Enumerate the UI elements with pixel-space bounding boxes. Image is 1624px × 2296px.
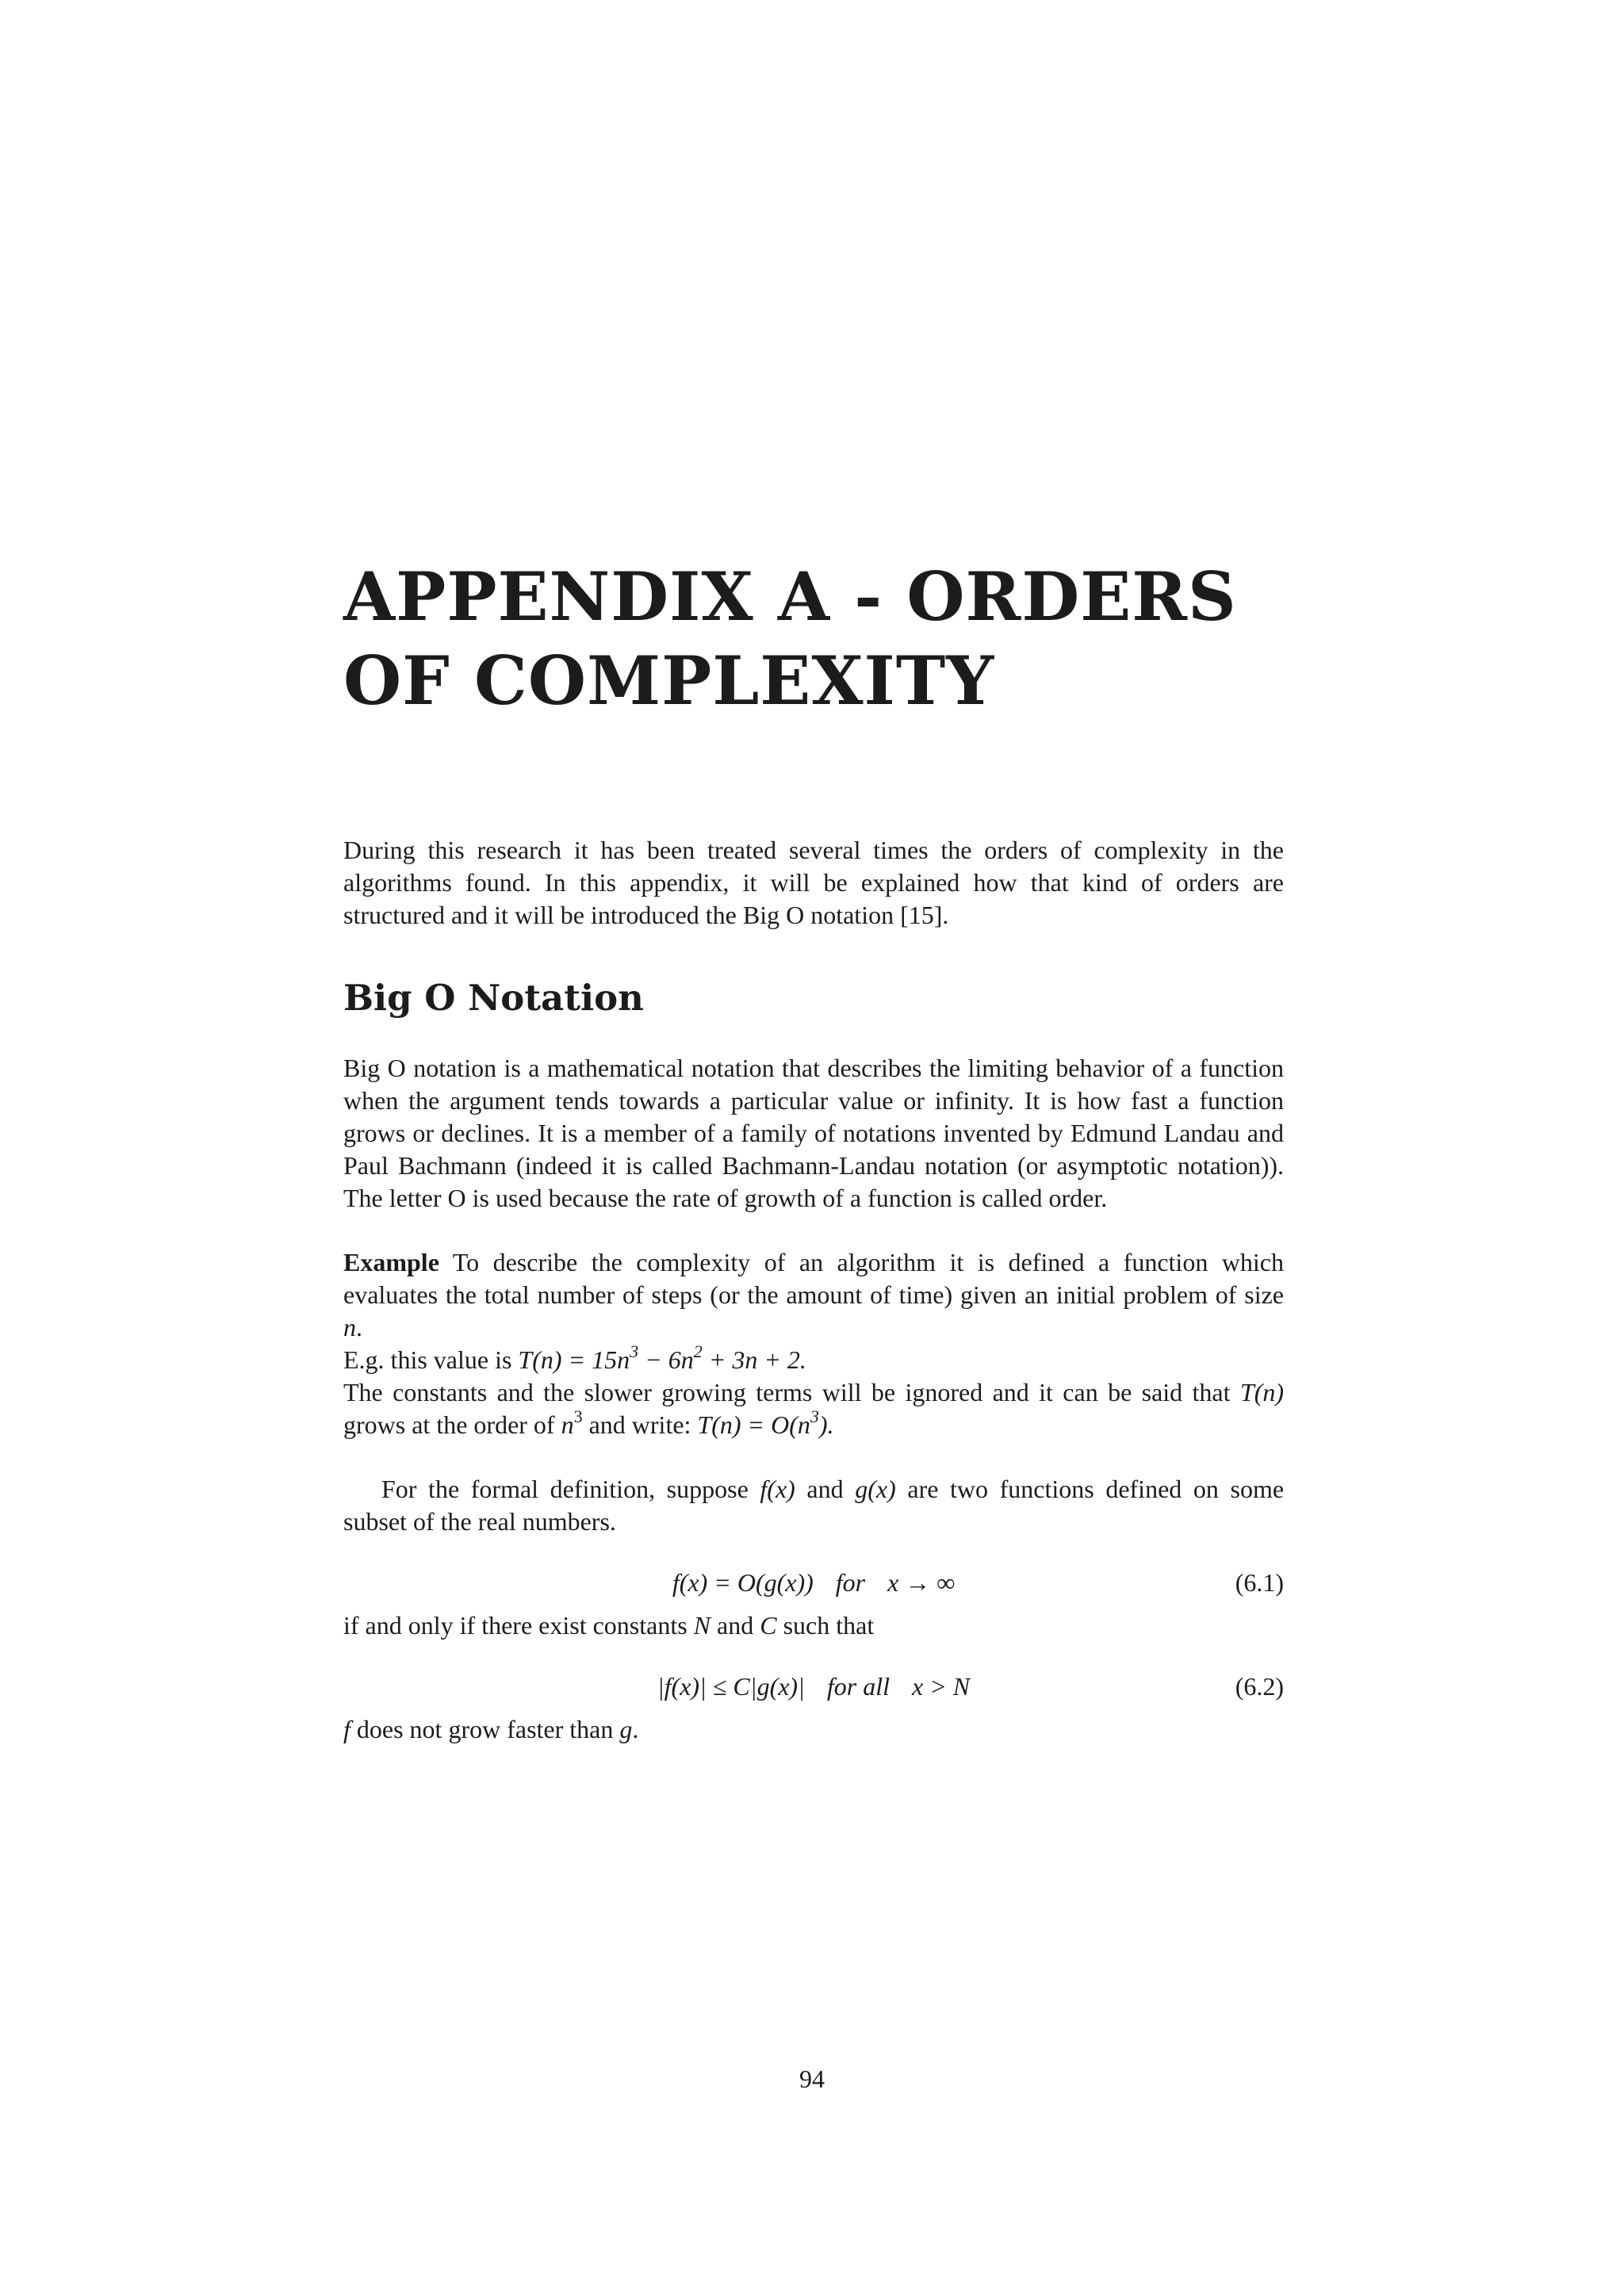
conclusion-g: g [619, 1715, 633, 1743]
chapter-title [343, 555, 1284, 723]
iff-and: and [717, 1611, 754, 1640]
eg-formula [518, 1341, 806, 1374]
ignore-formula-end: ). [818, 1410, 834, 1439]
example-period: . [356, 1313, 362, 1341]
equation-6-1 [343, 1559, 1284, 1606]
ignore-n: n [561, 1410, 574, 1439]
section-heading: Big O Notation [343, 977, 644, 1019]
page-number: 94 [799, 2064, 825, 2093]
example-paragraph [343, 1246, 1284, 1441]
formal-and: and [806, 1475, 844, 1503]
big-o-paragraph: Big O notation is a mathematical notation that describes the limiting behavior of a function when the argument tends towards a particular value or infinity. It is how fast a function grows or declines. It is a member of a family of notations invented by Edmund Landau and Paul Bachmann (indeed it is called Bachmann-Landau notation (or asymptotic notation)). The letter O is used because the rate of growth of a function is called order. [343, 1054, 1284, 1212]
iff-text-2: such that [783, 1611, 875, 1640]
equation-number: (6.1) [1235, 1568, 1284, 1597]
conclusion-paragraph [343, 1713, 1284, 1746]
ignore-formula [697, 1406, 834, 1439]
eg-prefix: E.g. this value is [343, 1345, 512, 1374]
ignore-text-2: grows at the order of [343, 1410, 555, 1439]
var-n: n [343, 1313, 356, 1341]
equation-6-2 [343, 1663, 1284, 1710]
conclusion-text: does not grow faster than [356, 1715, 614, 1743]
intro-paragraph: During this research it has been treated several times the orders of complexity in the algorithms found. In this appendix, it will be explained how that kind of orders are structured and it will be introduced the Big O notation [15]. [343, 836, 1284, 929]
chapter-title-line-1: APPENDIX A - ORDERS [343, 557, 1237, 636]
equation-condition: for all [826, 1672, 890, 1701]
conclusion-f: f [343, 1715, 350, 1743]
iff-paragraph [343, 1609, 1284, 1642]
ignore-formula-main: T(n) = O(n [697, 1410, 810, 1439]
iff-c: C [760, 1611, 777, 1640]
eg-formula-lhs: T(n) = 15n [518, 1345, 630, 1374]
iff-text-1: if and only if there exist constants [343, 1611, 688, 1640]
equation-condition: for [835, 1568, 866, 1597]
eg-formula-mid-2: + 3n + 2. [702, 1345, 806, 1374]
eg-exp-2: 2 [693, 1341, 703, 1361]
formal-gx: g(x) [855, 1475, 896, 1503]
equation-rhs: x > N [912, 1672, 971, 1701]
equation-body [343, 1663, 1284, 1710]
formal-text-1: For the formal definition, suppose [381, 1475, 749, 1503]
ignore-text-1: The constants and the slower growing terms will be ignored and it can be said that [343, 1378, 1231, 1406]
iff-n: N [693, 1611, 711, 1640]
example-text: To describe the complexity of an algorithm it is defined a function which evaluates the total number of steps (or the amount of time) given an initial problem of size [343, 1248, 1284, 1309]
conclusion-period: . [632, 1715, 639, 1743]
ignore-tn: T(n) [1239, 1378, 1285, 1406]
equation-rhs: x → ∞ [887, 1568, 956, 1597]
ignore-formula-exp: 3 [810, 1406, 819, 1426]
example-label: Example [343, 1248, 439, 1276]
ignore-text-3: and write: [588, 1410, 691, 1439]
equation-body [343, 1559, 1284, 1606]
page-content [343, 555, 1284, 1746]
chapter-title-line-2: OF COMPLEXITY [343, 641, 995, 720]
ignore-exp: 3 [573, 1406, 583, 1426]
eg-exp-1: 3 [630, 1341, 639, 1361]
formal-text-2: are two functions defined on some subset of the real numbers. [343, 1475, 1285, 1536]
formal-fx: f(x) [760, 1475, 795, 1503]
equation-number: (6.2) [1235, 1672, 1284, 1701]
formal-definition-paragraph [343, 1473, 1284, 1538]
equation-lhs: |f(x)| ≤ C|g(x)| [657, 1672, 805, 1701]
equation-lhs: f(x) = O(g(x)) [672, 1568, 814, 1597]
eg-formula-mid-1: − 6n [638, 1345, 694, 1374]
